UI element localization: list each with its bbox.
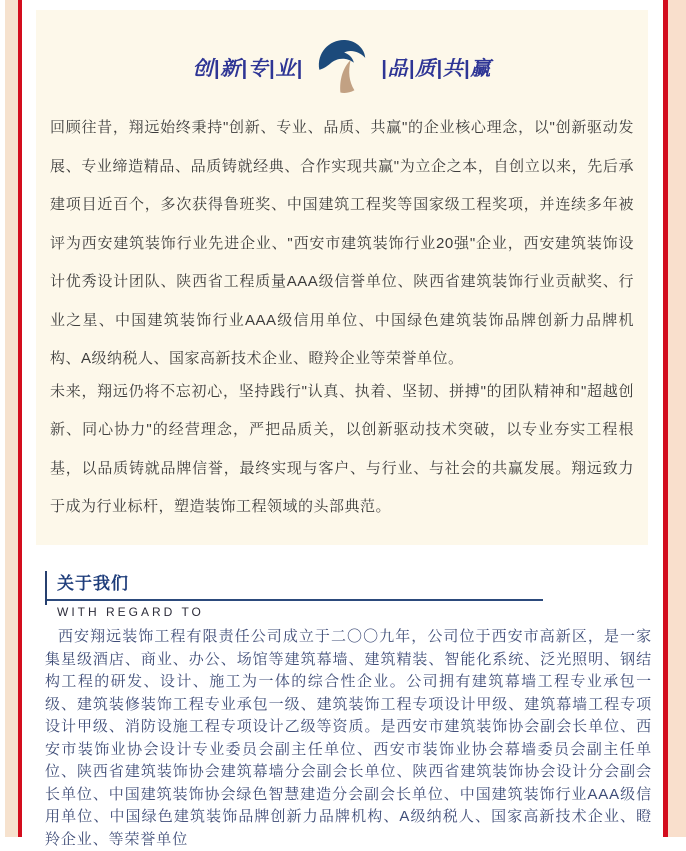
about-subtitle: WITH REGARD TO (57, 605, 204, 619)
article-content (22, 0, 663, 848)
about-section (45, 569, 652, 851)
logo-sail-shape (340, 60, 354, 93)
about-title-vertical-bar (45, 571, 47, 605)
brand-slogan-row (50, 35, 634, 97)
left-beige-strip (5, 0, 18, 837)
hero-card (36, 10, 648, 545)
right-beige-strip (668, 0, 686, 837)
intro-paragraph-1: 回顾往昔，翔远始终秉持"创新、专业、品质、共赢"的企业核心理念，以"创新驱动发展、专业缔造精品、品质铸就经典、合作实现共赢"为立企之本，自创立以来，先后承建项目近百个，多次获得鲁班奖、中国建筑工程奖等国家级工程奖项，并连续多年被评为西安建筑装饰行业先进企业、"西安市建筑装饰行业20强"企业，西安建筑装饰设计优秀设计团队、陕西省工程质量AAA级信誉单位、陕西省建筑装饰行业贡献奖、行业之星、中国建筑装饰行业AAA级信用单位、中国绿色建筑装饰品牌创新力品牌机构、A级纳税人、国家高新技术企业、瞪羚企业等荣誉单位。 (50, 119, 634, 367)
intro-paragraph-2: 未来，翔远仍将不忘初心，坚持践行"认真、执着、坚韧、拼搏"的团队精神和"超越创新、同心协力"的经营理念，严把品质关，以创新驱动技术突破，以专业夯实工程根基，以品质铸就品牌信誉，最终实现与客户、与行业、与社会的共赢发展。翔远致力于成为行业标杆，塑造装饰工程领域的头部典范。 (50, 382, 634, 515)
company-intro (50, 109, 634, 527)
about-body-paragraph: 西安翔远装饰工程有限责任公司成立于二〇〇九年，公司位于西安市高新区，是一家集星级酒店、商业、办公、场馆等建筑幕墙、建筑精装、智能化系统、泛光照明、钢结构工程的研发、设计、施工为一体的综合性企业。公司拥有建筑幕墙工程专业承包一级、建筑装修装饰工程专业承包一级、建筑装饰工程专项设计甲级、建筑幕墙工程专项设计甲级、消防设施工程专项设计乙级等资质。是西安市建筑装饰协会副会长单位、西安市装饰业协会设计专业委员会副主任单位、西安市装饰业协会幕墙委员会副主任单位、陕西省建筑装饰协会建筑幕墙分会副会长单位、陕西省建筑装饰协会设计分会副会长单位、中国建筑装饰协会绿色智慧建造分会副会长单位、中国建筑装饰行业AAA级信用单位、中国绿色建筑装饰品牌创新力品牌机构、A级纳税人、国家高新技术企业、瞪羚企业、等荣誉单位 (45, 628, 652, 848)
about-title: 关于我们 (57, 574, 129, 593)
about-title-row (45, 569, 543, 601)
xiangyuan-logo-icon (315, 36, 369, 96)
slogan-right-text: |品|质|共|赢 (381, 57, 492, 80)
logo-wave-shape (319, 40, 365, 70)
slogan-left-text: 创|新|专|业| (192, 57, 303, 80)
